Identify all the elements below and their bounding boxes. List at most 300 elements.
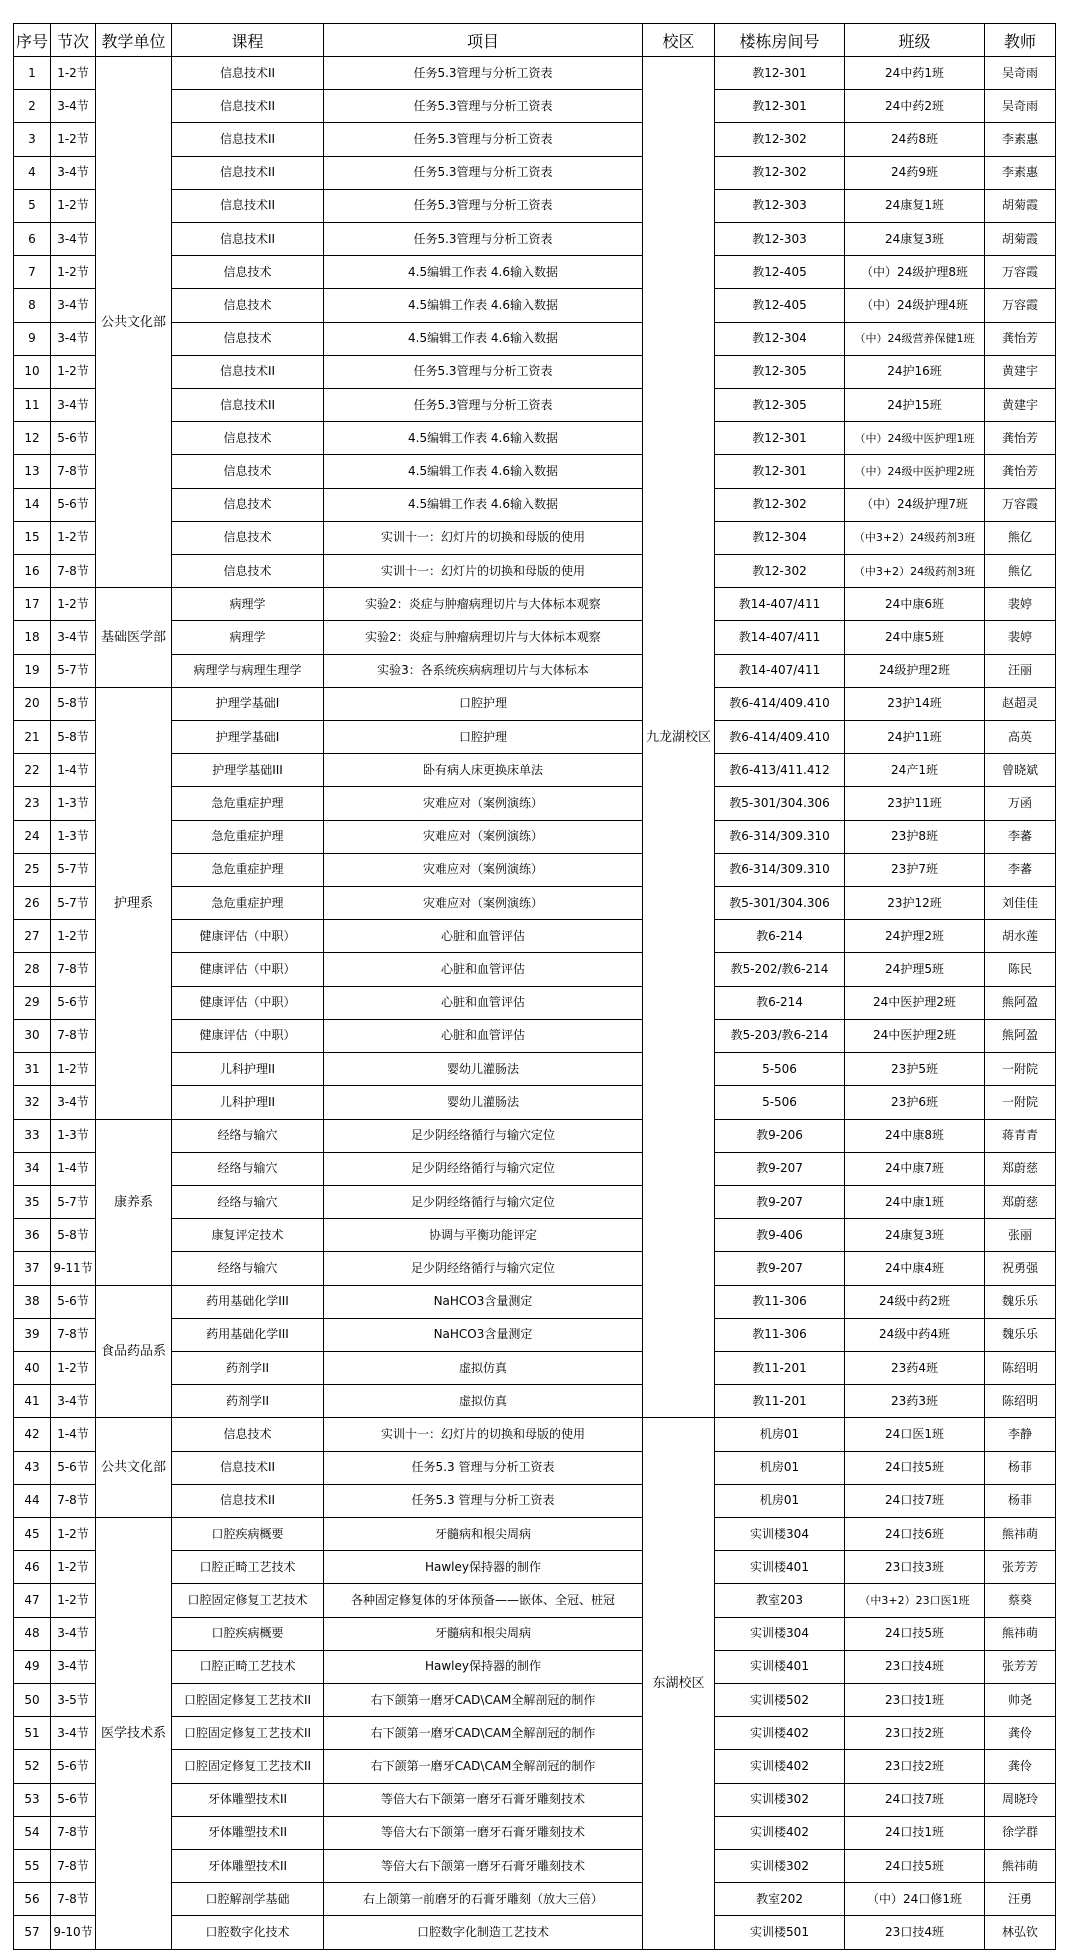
cell-room: 教11-306 (715, 1285, 845, 1318)
cell-project: 4.5编辑工作表 4.6输入数据 (324, 455, 643, 488)
cell-project: 实验2：炎症与肿瘤病理切片与大体标本观察 (324, 588, 643, 621)
cell-course: 口腔固定修复工艺技术II (172, 1683, 324, 1716)
cell-class: 24中医护理2班 (845, 1019, 985, 1052)
cell-teacher: 胡菊霞 (985, 223, 1056, 256)
cell-room: 教9-207 (715, 1252, 845, 1285)
cell-class: 24中康7班 (845, 1152, 985, 1185)
cell-teacher: 吴奇雨 (985, 90, 1056, 123)
cell-index: 34 (14, 1152, 51, 1185)
cell-course: 信息技术II (172, 123, 324, 156)
cell-class: 24口技5班 (845, 1451, 985, 1484)
cell-project: 实训十一：幻灯片的切换和母版的使用 (324, 555, 643, 588)
cell-period: 5-7节 (51, 853, 96, 886)
cell-teacher: 林弘钦 (985, 1916, 1056, 1950)
cell-index: 20 (14, 687, 51, 720)
cell-class: （中3+2）24级药剂3班 (845, 521, 985, 554)
cell-period: 3-4节 (51, 389, 96, 422)
cell-project: 心脏和血管评估 (324, 986, 643, 1019)
cell-teacher: 李蕃 (985, 853, 1056, 886)
cell-period: 5-6节 (51, 1783, 96, 1816)
cell-class: 23护8班 (845, 820, 985, 853)
header-unit: 教学单位 (96, 24, 172, 57)
cell-period: 5-7节 (51, 887, 96, 920)
cell-course: 急危重症护理 (172, 787, 324, 820)
cell-index: 10 (14, 355, 51, 388)
cell-class: 24产1班 (845, 754, 985, 787)
cell-class: 24口技1班 (845, 1816, 985, 1849)
cell-period: 1-4节 (51, 1418, 96, 1451)
cell-period: 3-4节 (51, 1086, 96, 1119)
cell-course: 护理学基础III (172, 754, 324, 787)
cell-index: 13 (14, 455, 51, 488)
cell-course: 经络与输穴 (172, 1252, 324, 1285)
cell-teacher: 熊祎萌 (985, 1617, 1056, 1650)
cell-unit: 护理系 (96, 687, 172, 1119)
cell-class: 23护12班 (845, 887, 985, 920)
cell-period: 1-2节 (51, 256, 96, 289)
cell-period: 9-11节 (51, 1252, 96, 1285)
cell-course: 健康评估（中职） (172, 986, 324, 1019)
cell-index: 22 (14, 754, 51, 787)
cell-period: 1-3节 (51, 820, 96, 853)
cell-class: 24级中药2班 (845, 1285, 985, 1318)
header-room: 楼栋房间号 (715, 24, 845, 57)
cell-class: 24护11班 (845, 721, 985, 754)
cell-class: （中）24级护理4班 (845, 289, 985, 322)
cell-project: 足少阴经络循行与输穴定位 (324, 1185, 643, 1218)
cell-period: 3-5节 (51, 1683, 96, 1716)
cell-period: 5-8节 (51, 721, 96, 754)
cell-index: 52 (14, 1750, 51, 1783)
cell-period: 7-8节 (51, 1484, 96, 1517)
cell-room: 教5-301/304.306 (715, 787, 845, 820)
cell-index: 24 (14, 820, 51, 853)
cell-period: 5-7节 (51, 654, 96, 687)
cell-room: 教11-306 (715, 1318, 845, 1351)
cell-period: 7-8节 (51, 1318, 96, 1351)
cell-index: 3 (14, 123, 51, 156)
cell-teacher: 张丽 (985, 1219, 1056, 1252)
cell-class: （中）24级中医护理1班 (845, 422, 985, 455)
cell-period: 3-4节 (51, 1385, 96, 1418)
cell-course: 经络与输穴 (172, 1152, 324, 1185)
cell-period: 3-4节 (51, 223, 96, 256)
cell-room: 实训楼401 (715, 1551, 845, 1584)
cell-project: 协调与平衡功能评定 (324, 1219, 643, 1252)
cell-class: 23口技3班 (845, 1551, 985, 1584)
cell-index: 43 (14, 1451, 51, 1484)
cell-class: 24级中药4班 (845, 1318, 985, 1351)
cell-project: 实训十一：幻灯片的切换和母版的使用 (324, 521, 643, 554)
cell-class: （中3+2）24级药剂3班 (845, 555, 985, 588)
cell-course: 信息技术II (172, 90, 324, 123)
cell-class: 24中康6班 (845, 588, 985, 621)
cell-class: 23口技4班 (845, 1916, 985, 1950)
table-row (14, 687, 1056, 720)
cell-project: 实训十一：幻灯片的切换和母版的使用 (324, 1418, 643, 1451)
cell-room: 教5-203/教6-214 (715, 1019, 845, 1052)
cell-class: 24中康1班 (845, 1185, 985, 1218)
cell-class: 23药4班 (845, 1351, 985, 1384)
cell-room: 教12-305 (715, 355, 845, 388)
cell-room: 教6-214 (715, 920, 845, 953)
cell-room: 教12-301 (715, 422, 845, 455)
cell-period: 5-6节 (51, 488, 96, 521)
cell-period: 5-6节 (51, 1285, 96, 1318)
cell-index: 15 (14, 521, 51, 554)
cell-period: 5-6节 (51, 986, 96, 1019)
cell-teacher: 祝勇强 (985, 1252, 1056, 1285)
cell-project: 右下颌第一磨牙CAD\CAM全解剖冠的制作 (324, 1683, 643, 1716)
cell-teacher: 陈绍明 (985, 1351, 1056, 1384)
cell-unit: 医学技术系 (96, 1517, 172, 1949)
cell-index: 51 (14, 1717, 51, 1750)
cell-project: 任务5.3管理与分析工资表 (324, 156, 643, 189)
cell-teacher: 万容霞 (985, 289, 1056, 322)
cell-period: 7-8节 (51, 1883, 96, 1916)
cell-index: 21 (14, 721, 51, 754)
cell-unit: 食品药品系 (96, 1285, 172, 1418)
cell-project: 等倍大右下颌第一磨牙石膏牙雕刻技术 (324, 1849, 643, 1882)
cell-class: 24护理5班 (845, 953, 985, 986)
cell-course: 急危重症护理 (172, 820, 324, 853)
cell-class: 24中康4班 (845, 1252, 985, 1285)
cell-course: 健康评估（中职） (172, 1019, 324, 1052)
cell-class: 24口技7班 (845, 1484, 985, 1517)
cell-class: 24康复3班 (845, 1219, 985, 1252)
table-row (14, 588, 1056, 621)
cell-room: 教12-305 (715, 389, 845, 422)
cell-class: 23药3班 (845, 1385, 985, 1418)
cell-class: 24药8班 (845, 123, 985, 156)
cell-teacher: 熊阿盈 (985, 986, 1056, 1019)
cell-course: 儿科护理II (172, 1053, 324, 1086)
cell-room: 实训楼402 (715, 1816, 845, 1849)
cell-index: 35 (14, 1185, 51, 1218)
cell-course: 信息技术 (172, 256, 324, 289)
cell-unit: 公共文化部 (96, 57, 172, 588)
cell-class: 24中康5班 (845, 621, 985, 654)
cell-project: NaHCO3含量测定 (324, 1285, 643, 1318)
cell-index: 17 (14, 588, 51, 621)
cell-period: 1-3节 (51, 1119, 96, 1152)
cell-project: 任务5.3管理与分析工资表 (324, 123, 643, 156)
cell-course: 信息技术II (172, 1484, 324, 1517)
cell-period: 1-2节 (51, 1351, 96, 1384)
cell-room: 教5-202/教6-214 (715, 953, 845, 986)
cell-index: 14 (14, 488, 51, 521)
cell-period: 1-2节 (51, 1551, 96, 1584)
cell-project: 心脏和血管评估 (324, 1019, 643, 1052)
cell-period: 3-4节 (51, 322, 96, 355)
cell-project: 牙髓病和根尖周病 (324, 1617, 643, 1650)
table-row (14, 1119, 1056, 1152)
cell-course: 病理学 (172, 588, 324, 621)
cell-index: 5 (14, 189, 51, 222)
cell-class: （中3+2）23口医1班 (845, 1584, 985, 1617)
cell-period: 5-6节 (51, 1451, 96, 1484)
cell-index: 56 (14, 1883, 51, 1916)
cell-project: 右上颌第一前磨牙的石膏牙雕刻（放大三倍） (324, 1883, 643, 1916)
cell-teacher: 徐学群 (985, 1816, 1056, 1849)
cell-room: 教12-405 (715, 256, 845, 289)
cell-teacher: 李蕃 (985, 820, 1056, 853)
cell-index: 28 (14, 953, 51, 986)
cell-room: 实训楼402 (715, 1750, 845, 1783)
cell-period: 1-2节 (51, 123, 96, 156)
cell-project: 任务5.3 管理与分析工资表 (324, 1451, 643, 1484)
cell-project: 口腔数字化制造工艺技术 (324, 1916, 643, 1950)
cell-index: 29 (14, 986, 51, 1019)
cell-room: 教5-301/304.306 (715, 887, 845, 920)
cell-class: 24口医1班 (845, 1418, 985, 1451)
cell-project: 牙髓病和根尖周病 (324, 1517, 643, 1550)
cell-period: 3-4节 (51, 1717, 96, 1750)
cell-project: 虚拟仿真 (324, 1351, 643, 1384)
cell-period: 3-4节 (51, 621, 96, 654)
cell-index: 37 (14, 1252, 51, 1285)
cell-teacher: 张芳芳 (985, 1551, 1056, 1584)
cell-class: 24口技5班 (845, 1617, 985, 1650)
cell-course: 信息技术II (172, 189, 324, 222)
cell-index: 38 (14, 1285, 51, 1318)
cell-index: 54 (14, 1816, 51, 1849)
cell-class: 24护理2班 (845, 920, 985, 953)
table-row (14, 1418, 1056, 1451)
cell-course: 信息技术II (172, 156, 324, 189)
cell-index: 31 (14, 1053, 51, 1086)
cell-room: 实训楼502 (715, 1683, 845, 1716)
cell-class: 24护16班 (845, 355, 985, 388)
cell-project: 任务5.3管理与分析工资表 (324, 355, 643, 388)
cell-period: 5-8节 (51, 1219, 96, 1252)
cell-room: 教11-201 (715, 1385, 845, 1418)
header-index: 序号 (14, 24, 51, 57)
cell-teacher: 万容霞 (985, 256, 1056, 289)
cell-class: 23护6班 (845, 1086, 985, 1119)
cell-room: 实训楼402 (715, 1717, 845, 1750)
cell-class: 23护5班 (845, 1053, 985, 1086)
cell-class: （中）24级护理7班 (845, 488, 985, 521)
cell-class: （中）24级营养保健1班 (845, 322, 985, 355)
cell-project: 足少阴经络循行与输穴定位 (324, 1152, 643, 1185)
cell-room: 教12-303 (715, 189, 845, 222)
cell-project: 实验3：各系统疾病病理切片与大体标本 (324, 654, 643, 687)
cell-room: 机房01 (715, 1484, 845, 1517)
table-row (14, 1285, 1056, 1318)
header-campus: 校区 (643, 24, 715, 57)
cell-course: 口腔正畸工艺技术 (172, 1650, 324, 1683)
cell-room: 教6-414/409.410 (715, 721, 845, 754)
table-body (14, 57, 1056, 1950)
cell-teacher: 胡菊霞 (985, 189, 1056, 222)
cell-teacher: 汪勇 (985, 1883, 1056, 1916)
cell-course: 经络与输穴 (172, 1185, 324, 1218)
cell-room: 教12-303 (715, 223, 845, 256)
cell-index: 39 (14, 1318, 51, 1351)
cell-course: 病理学 (172, 621, 324, 654)
cell-project: 口腔护理 (324, 721, 643, 754)
cell-course: 经络与输穴 (172, 1119, 324, 1152)
cell-room: 教9-206 (715, 1119, 845, 1152)
header-row (14, 24, 1056, 57)
cell-index: 8 (14, 289, 51, 322)
cell-project: 足少阴经络循行与输穴定位 (324, 1119, 643, 1152)
cell-course: 康复评定技术 (172, 1219, 324, 1252)
cell-period: 7-8节 (51, 953, 96, 986)
cell-course: 护理学基础I (172, 687, 324, 720)
cell-index: 49 (14, 1650, 51, 1683)
cell-index: 50 (14, 1683, 51, 1716)
cell-room: 教9-207 (715, 1185, 845, 1218)
cell-period: 1-2节 (51, 521, 96, 554)
cell-index: 16 (14, 555, 51, 588)
cell-teacher: 熊祎萌 (985, 1517, 1056, 1550)
cell-teacher: 陈民 (985, 953, 1056, 986)
cell-project: 任务5.3 管理与分析工资表 (324, 1484, 643, 1517)
cell-class: 24中医护理2班 (845, 986, 985, 1019)
cell-teacher: 黄建宇 (985, 389, 1056, 422)
cell-index: 1 (14, 57, 51, 90)
cell-teacher: 龚伶 (985, 1750, 1056, 1783)
cell-index: 25 (14, 853, 51, 886)
cell-course: 急危重症护理 (172, 853, 324, 886)
cell-project: Hawley保持器的制作 (324, 1551, 643, 1584)
cell-teacher: 高英 (985, 721, 1056, 754)
cell-teacher: 龚伶 (985, 1717, 1056, 1750)
cell-teacher: 魏乐乐 (985, 1318, 1056, 1351)
cell-class: （中）24级中医护理2班 (845, 455, 985, 488)
cell-room: 教6-314/309.310 (715, 853, 845, 886)
cell-room: 教12-302 (715, 555, 845, 588)
cell-project: 4.5编辑工作表 4.6输入数据 (324, 289, 643, 322)
cell-room: 教9-406 (715, 1219, 845, 1252)
cell-class: 24口技7班 (845, 1783, 985, 1816)
cell-course: 口腔数字化技术 (172, 1916, 324, 1950)
cell-room: 教12-302 (715, 156, 845, 189)
cell-project: Hawley保持器的制作 (324, 1650, 643, 1683)
cell-course: 口腔固定修复工艺技术II (172, 1750, 324, 1783)
cell-course: 信息技术II (172, 57, 324, 90)
cell-course: 信息技术 (172, 455, 324, 488)
cell-course: 信息技术 (172, 1418, 324, 1451)
cell-teacher: 李静 (985, 1418, 1056, 1451)
cell-course: 信息技术 (172, 422, 324, 455)
cell-room: 教6-314/309.310 (715, 820, 845, 853)
cell-course: 信息技术II (172, 389, 324, 422)
cell-project: NaHCO3含量测定 (324, 1318, 643, 1351)
cell-project: 心脏和血管评估 (324, 953, 643, 986)
cell-room: 教6-414/409.410 (715, 687, 845, 720)
cell-teacher: 曾晓斌 (985, 754, 1056, 787)
cell-unit: 康养系 (96, 1119, 172, 1285)
cell-project: 灾难应对（案例演练） (324, 853, 643, 886)
cell-teacher: 裴婷 (985, 588, 1056, 621)
cell-index: 36 (14, 1219, 51, 1252)
cell-room: 教室203 (715, 1584, 845, 1617)
cell-index: 26 (14, 887, 51, 920)
cell-room: 实训楼304 (715, 1517, 845, 1550)
cell-teacher: 蔡葵 (985, 1584, 1056, 1617)
cell-index: 4 (14, 156, 51, 189)
cell-class: 23护7班 (845, 853, 985, 886)
cell-class: 24口技5班 (845, 1849, 985, 1882)
cell-room: 教12-302 (715, 123, 845, 156)
table-row (14, 1517, 1056, 1550)
cell-room: 5-506 (715, 1086, 845, 1119)
cell-teacher: 刘佳佳 (985, 887, 1056, 920)
cell-index: 46 (14, 1551, 51, 1584)
cell-teacher: 郑蔚慈 (985, 1185, 1056, 1218)
cell-teacher: 黄建宇 (985, 355, 1056, 388)
cell-period: 3-4节 (51, 1650, 96, 1683)
cell-room: 实训楼401 (715, 1650, 845, 1683)
header-project: 项目 (324, 24, 643, 57)
cell-course: 信息技术 (172, 555, 324, 588)
cell-period: 1-2节 (51, 1053, 96, 1086)
header-period: 节次 (51, 24, 96, 57)
cell-project: 4.5编辑工作表 4.6输入数据 (324, 256, 643, 289)
header-teacher: 教师 (985, 24, 1056, 57)
cell-index: 40 (14, 1351, 51, 1384)
cell-index: 32 (14, 1086, 51, 1119)
cell-project: 婴幼儿灌肠法 (324, 1086, 643, 1119)
cell-class: 24护15班 (845, 389, 985, 422)
cell-course: 信息技术II (172, 1451, 324, 1484)
cell-class: （中）24级护理8班 (845, 256, 985, 289)
cell-room: 实训楼501 (715, 1916, 845, 1950)
cell-unit: 公共文化部 (96, 1418, 172, 1518)
cell-index: 57 (14, 1916, 51, 1950)
cell-index: 7 (14, 256, 51, 289)
cell-teacher: 李素惠 (985, 156, 1056, 189)
cell-teacher: 龚怡芳 (985, 455, 1056, 488)
cell-project: 心脏和血管评估 (324, 920, 643, 953)
cell-teacher: 郑蔚慈 (985, 1152, 1056, 1185)
cell-teacher: 熊亿 (985, 555, 1056, 588)
cell-period: 9-10节 (51, 1916, 96, 1950)
cell-teacher: 万容霞 (985, 488, 1056, 521)
cell-room: 教11-201 (715, 1351, 845, 1384)
cell-class: 23口技2班 (845, 1750, 985, 1783)
cell-project: 口腔护理 (324, 687, 643, 720)
cell-teacher: 张芳芳 (985, 1650, 1056, 1683)
cell-period: 5-8节 (51, 687, 96, 720)
cell-period: 1-3节 (51, 787, 96, 820)
cell-class: 23口技4班 (845, 1650, 985, 1683)
cell-room: 教6-413/411.412 (715, 754, 845, 787)
cell-course: 信息技术 (172, 322, 324, 355)
cell-teacher: 一附院 (985, 1086, 1056, 1119)
cell-period: 5-6节 (51, 1750, 96, 1783)
cell-room: 机房01 (715, 1418, 845, 1451)
cell-index: 33 (14, 1119, 51, 1152)
cell-class: 23口技2班 (845, 1717, 985, 1750)
cell-class: 24康复1班 (845, 189, 985, 222)
schedule-table (13, 23, 1056, 1950)
cell-course: 药用基础化学III (172, 1285, 324, 1318)
cell-period: 1-2节 (51, 920, 96, 953)
cell-room: 教12-301 (715, 90, 845, 123)
cell-room: 教12-301 (715, 57, 845, 90)
cell-teacher: 万函 (985, 787, 1056, 820)
cell-class: 24级护理2班 (845, 654, 985, 687)
cell-campus: 九龙湖校区 (643, 57, 715, 1418)
cell-class: 24中药1班 (845, 57, 985, 90)
cell-index: 44 (14, 1484, 51, 1517)
cell-class: 23口技1班 (845, 1683, 985, 1716)
cell-period: 1-2节 (51, 588, 96, 621)
